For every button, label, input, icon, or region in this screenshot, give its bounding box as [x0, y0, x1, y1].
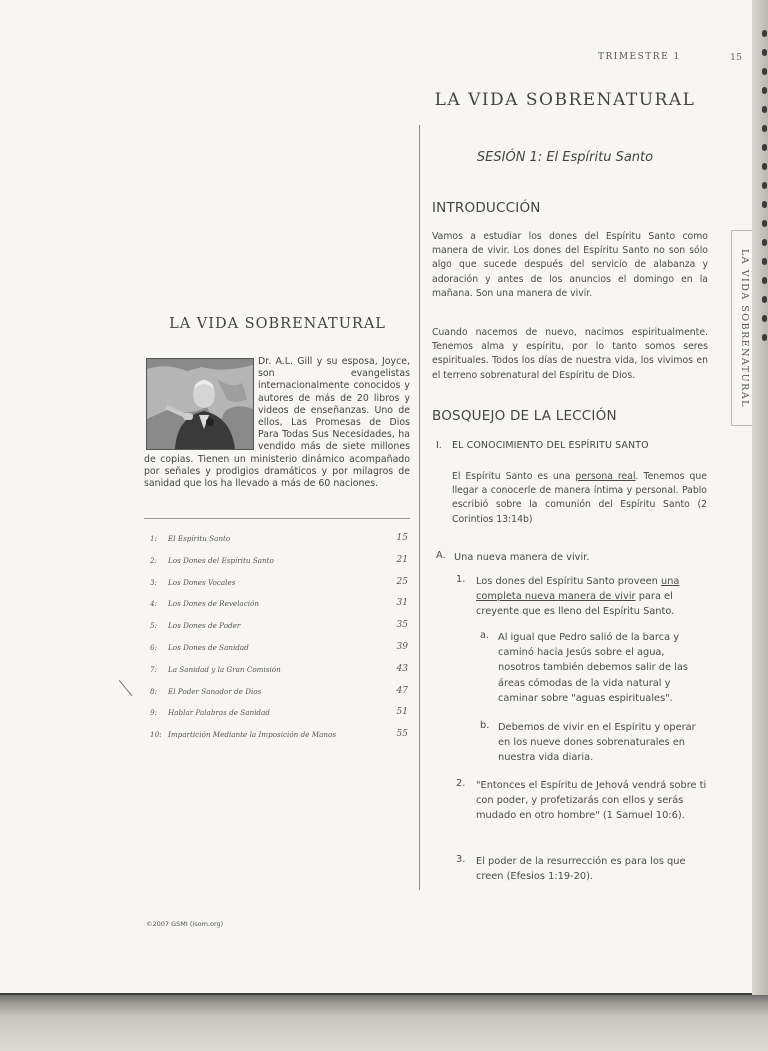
toc-number: 1: [150, 534, 157, 543]
list-label-A: A. [436, 550, 446, 561]
side-tab: LA VIDA SOBRENATURAL [739, 249, 750, 408]
running-head: TRIMESTRE 1 [598, 52, 681, 62]
intro-paragraph-1: Vamos a estudiar los dones del Espíritu Santo como manera de vivir. Los dones del Espíritu Santo no son sólo algo que sucede después del servicio de alabanza y adoración y antes de los anuncios el domingo en la mañana. Son una manera de vivir. [432, 231, 708, 299]
toc-row [150, 685, 408, 707]
toc-title: Los Dones Vocales [168, 577, 236, 587]
list-label-b: b. [480, 720, 490, 731]
toc-title: Impartición Mediante la Imposición de Manos [168, 730, 337, 740]
toc-row [150, 706, 408, 728]
toc-row [150, 576, 408, 598]
toc-title: Los Dones de Poder [168, 621, 241, 631]
toc-page: 35 [396, 620, 408, 631]
binding-holes [762, 30, 768, 360]
toc-title: Los Dones del Espíritu Santo [168, 555, 274, 565]
toc-row [150, 554, 408, 576]
list-item-A: Una nueva manera de vivir. [454, 552, 590, 563]
list-item-a: Al igual que Pedro salió de la barca y caminó hacia Jesús sobre el agua, nosotros también debemos salir de las áreas cómodas de la vida natural y caminar sobre "aguas espirituales". [498, 632, 688, 704]
intro-paragraph-2: Cuando nacemos de nuevo, nacimos espiritualmente. Tenemos alma y espíritu, por lo tanto somos seres espirituales. Todos los días de nuestra vida, los vivimos en el terreno sobrenatural del Espíritu de Dios. [432, 327, 708, 381]
toc-page: 31 [396, 598, 408, 609]
column-divider [419, 125, 420, 890]
toc-row [150, 532, 408, 554]
list-item-3: El poder de la resurrección es para los que creen (Efesios 1:19-20). [476, 856, 686, 883]
bio-text: Dr. A.L. Gill y su esposa, Joyce, son evangelistas internacionalmente conocidos y autores de más de 20 libros y videos de enseñanzas. Uno de ellos, Las Promesas de Dios Para Todas Sus Necesidades, ha vendido más de siete millones de copias. Tienen un ministerio dinámico acompañado por señales y prodigios dramáticos y por milagros de sanidad que los ha llevado a más de 60 naciones. [144, 356, 410, 490]
outline-heading: BOSQUEJO DE LA LECCIÓN [432, 408, 617, 424]
list-item-b: Debemos de vivir en el Espíritu y operar en los nueve dones sobrenaturales en nuestra vida diaria. [498, 722, 696, 764]
toc-row [150, 619, 408, 641]
list-item-1: Los dones del Espíritu Santo proveen una completa nueva manera de vivir para el creyente que es lleno del Espíritu Santo. [476, 576, 680, 618]
list-label-2: 2. [456, 778, 466, 789]
toc-number: 10: [150, 730, 162, 740]
list-label-3: 3. [456, 854, 466, 865]
list-item-2: "Entonces el Espíritu de Jehová vendrá sobre ti con poder, y profetizarás con ellos y serás mudado en otro hombre" (1 Samuel 10:6). [476, 780, 707, 822]
toc-page: 21 [396, 554, 408, 565]
toc-row [150, 663, 408, 685]
toc-page: 39 [396, 641, 408, 652]
toc-title: El Espíritu Santo [168, 534, 231, 543]
main-title: LA VIDA SOBRENATURAL [434, 90, 696, 110]
outline-paragraph: El Espíritu Santo es una persona real. Tenemos que llegar a conocerle de manera íntima y personal. Pablo escribió sobre la comunión del Espíritu Santo (2 Corintios 13:14b) [452, 471, 707, 525]
intro-heading: INTRODUCCIÓN [432, 200, 541, 216]
toc-row [150, 597, 408, 619]
outline-numeral: I. [436, 440, 442, 451]
list-label-1: 1. [456, 574, 466, 585]
toc-number: 7: [150, 664, 157, 674]
toc-page: 15 [396, 533, 408, 543]
underlined-phrase: una completa nueva manera de vivir [476, 576, 680, 603]
toc-page: 25 [396, 576, 408, 587]
toc-number: 3: [150, 577, 157, 587]
toc-page: 47 [396, 685, 408, 696]
outline-section-title: EL CONOCIMIENTO DEL ESPÍRITU SANTO [452, 440, 649, 451]
toc-title: Hablar Palabras de Sanidad [168, 708, 270, 718]
toc-page: 51 [396, 707, 408, 718]
session-title [420, 150, 710, 165]
toc-title: El Poder Sanador de Dios [168, 686, 262, 696]
copyright: ©2007 GSMI (isom.org) [146, 920, 224, 928]
toc-page: 55 [396, 729, 408, 740]
toc-number: 8: [150, 686, 157, 696]
session-name: El Espíritu Santo [546, 150, 654, 165]
left-divider [144, 518, 410, 519]
left-title: LA VIDA SOBRENATURAL [169, 316, 386, 332]
page-number: 15 [730, 52, 743, 63]
toc-row [150, 728, 408, 750]
session-label: SESIÓN 1: [476, 150, 543, 165]
table-of-contents [150, 532, 408, 750]
scan-bottom-edge [0, 995, 768, 1051]
toc-page: 43 [396, 663, 408, 674]
author-photo [146, 358, 254, 450]
toc-number: 4: [150, 599, 157, 609]
underlined-term: persona real [575, 471, 636, 482]
toc-number: 9: [150, 708, 157, 718]
toc-title: Los Dones de Sanidad [168, 642, 249, 652]
list-label-a: a. [480, 630, 490, 641]
toc-number: 5: [150, 621, 157, 631]
toc-title: La Sanidad y la Gran Comisión [168, 664, 281, 674]
toc-number: 6: [150, 642, 157, 652]
toc-number: 2: [150, 555, 157, 565]
toc-row [150, 641, 408, 663]
toc-title: Los Dones de Revelación [168, 599, 260, 609]
